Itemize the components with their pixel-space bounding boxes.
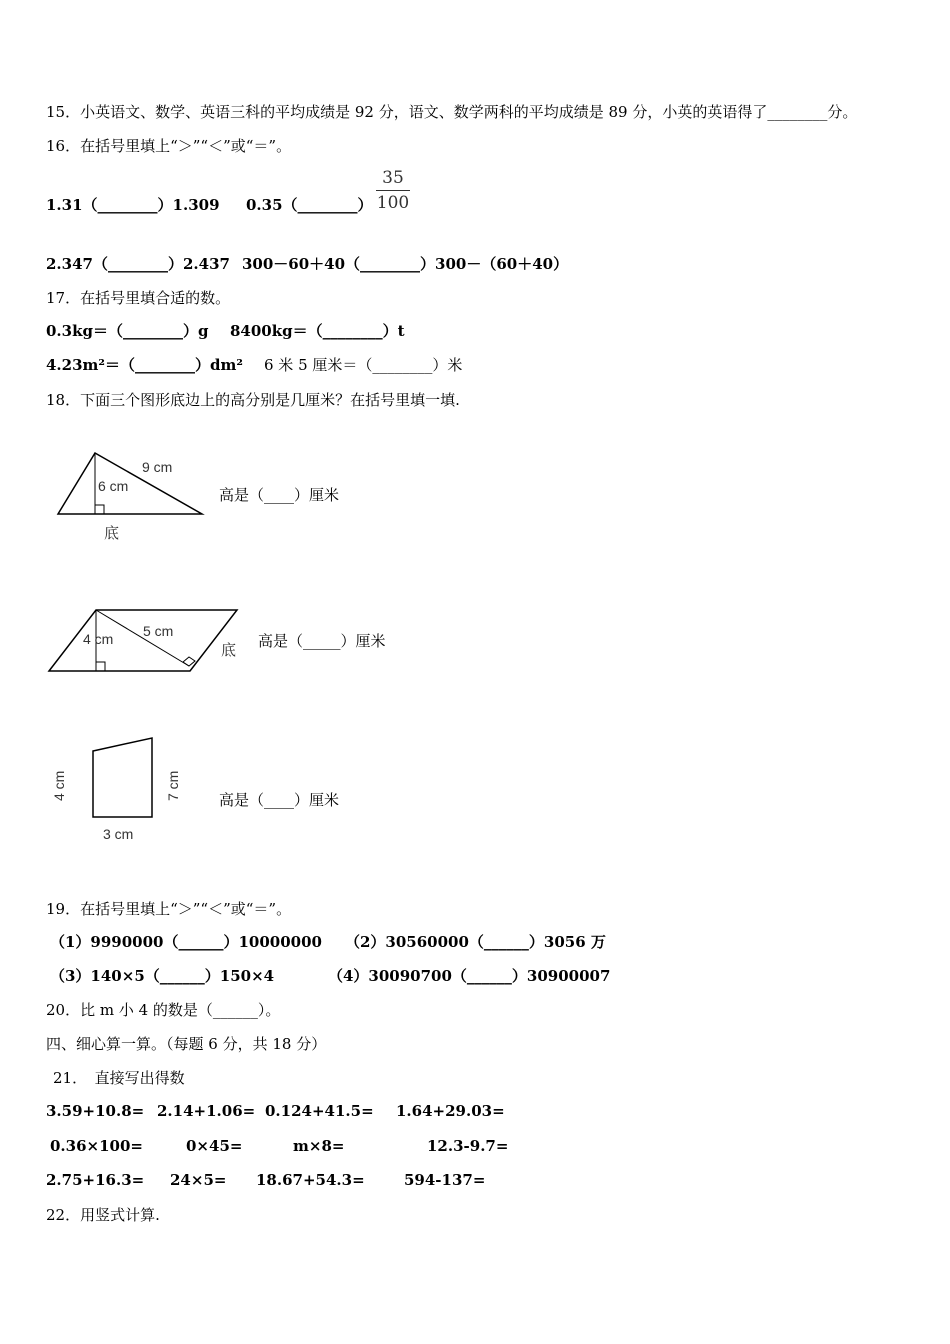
- fraction-bar: [376, 190, 410, 191]
- fig3-answer[interactable]: 高是（____）厘米: [219, 791, 340, 809]
- calc-item[interactable]: 3.59+10.8=: [46, 1102, 145, 1120]
- q17-item-2[interactable]: 8400kg＝（________）t: [230, 322, 405, 340]
- q17-item-3[interactable]: 4.23m²＝（________）dm²: [46, 356, 243, 374]
- question-21-title: 21． 直接写出得数: [53, 1069, 185, 1087]
- trapezoid-right-label: 7 cm: [165, 770, 181, 801]
- calc-item[interactable]: 0.36×100=: [50, 1137, 143, 1155]
- fig1-answer[interactable]: 高是（____）厘米: [219, 486, 340, 504]
- fraction-numerator: 35: [382, 168, 404, 188]
- trapezoid-bottom-label: 3 cm: [103, 826, 134, 842]
- fraction-denominator: 100: [376, 193, 410, 213]
- question-17-title: 17．在括号里填合适的数。: [46, 289, 231, 307]
- right-angle-mark-side: [183, 657, 195, 666]
- q17-item-1[interactable]: 0.3kg＝（________）g: [46, 322, 209, 340]
- question-15: 15．小英语文、数学、英语三科的平均成绩是 92 分，语文、数学两科的平均成绩是 89 分，小英的英语得了________分。: [46, 103, 858, 121]
- parallelogram-figure: [45, 604, 250, 684]
- question-20[interactable]: 20．比 m 小 4 的数是（______）。: [46, 1001, 281, 1019]
- right-angle-mark-bottom: [96, 662, 105, 671]
- section-4-heading: 四、细心算一算。（每题 6 分，共 18 分）: [46, 1035, 327, 1053]
- calc-item[interactable]: 24×5=: [170, 1171, 227, 1189]
- trapezoid-left-label: 4 cm: [51, 770, 67, 801]
- calc-item[interactable]: 1.64+29.03=: [396, 1102, 505, 1120]
- triangle-figure: [50, 445, 210, 545]
- triangle-base-label: 底: [104, 525, 120, 542]
- triangle-side-label: 9 cm: [142, 459, 173, 475]
- calc-item[interactable]: 594-137=: [404, 1171, 486, 1189]
- question-18-title: 18．下面三个图形底边上的高分别是几厘米？在括号里填一填.: [46, 391, 460, 409]
- question-16-title: 16．在括号里填上“＞”“＜”或“＝”。: [46, 137, 292, 155]
- calc-item[interactable]: 2.14+1.06=: [157, 1102, 256, 1120]
- trapezoid-figure: [45, 733, 195, 848]
- calc-item[interactable]: 12.3-9.7=: [427, 1137, 509, 1155]
- q19-part-4[interactable]: （4）30090700（______）30900007: [328, 967, 611, 985]
- parallelogram-side-label: 5 cm: [143, 623, 174, 639]
- calc-item[interactable]: 18.67+54.3=: [256, 1171, 365, 1189]
- fraction: [376, 168, 410, 213]
- question-19-title: 19．在括号里填上“＞”“＜”或“＝”。: [46, 900, 292, 918]
- question-22: 22．用竖式计算.: [46, 1206, 160, 1224]
- triangle-height-label: 6 cm: [98, 478, 129, 494]
- q19-part-2[interactable]: （2）30560000（______）3056 万: [345, 933, 606, 951]
- calc-item[interactable]: 0.124+41.5=: [265, 1102, 374, 1120]
- q16-compare-3[interactable]: 2.347（________）2.437: [46, 255, 230, 273]
- calc-item[interactable]: 0×45=: [186, 1137, 243, 1155]
- q16-compare-1[interactable]: 1.31（________）1.309: [46, 196, 220, 214]
- triangle-shape: [58, 453, 202, 514]
- calc-item[interactable]: 2.75+16.3=: [46, 1171, 145, 1189]
- parallelogram-height-label: 4 cm: [83, 631, 114, 647]
- q19-part-3[interactable]: （3）140×5（______）150×4: [50, 967, 275, 985]
- right-angle-mark: [95, 505, 104, 514]
- q16-compare-4[interactable]: 300－60＋40（________）300－（60＋40）: [242, 255, 569, 273]
- q19-part-1[interactable]: （1）9990000（______）10000000: [50, 933, 322, 951]
- fig2-answer[interactable]: 高是（_____）厘米: [258, 632, 386, 650]
- trapezoid-shape: [93, 738, 152, 817]
- q17-item-4[interactable]: 6 米 5 厘米＝（________）米: [264, 356, 463, 374]
- parallelogram-shape: [49, 610, 237, 671]
- calc-item[interactable]: m×8=: [293, 1137, 345, 1155]
- q16-compare-2[interactable]: 0.35（________）: [246, 196, 373, 214]
- parallelogram-base-label: 底: [221, 642, 237, 659]
